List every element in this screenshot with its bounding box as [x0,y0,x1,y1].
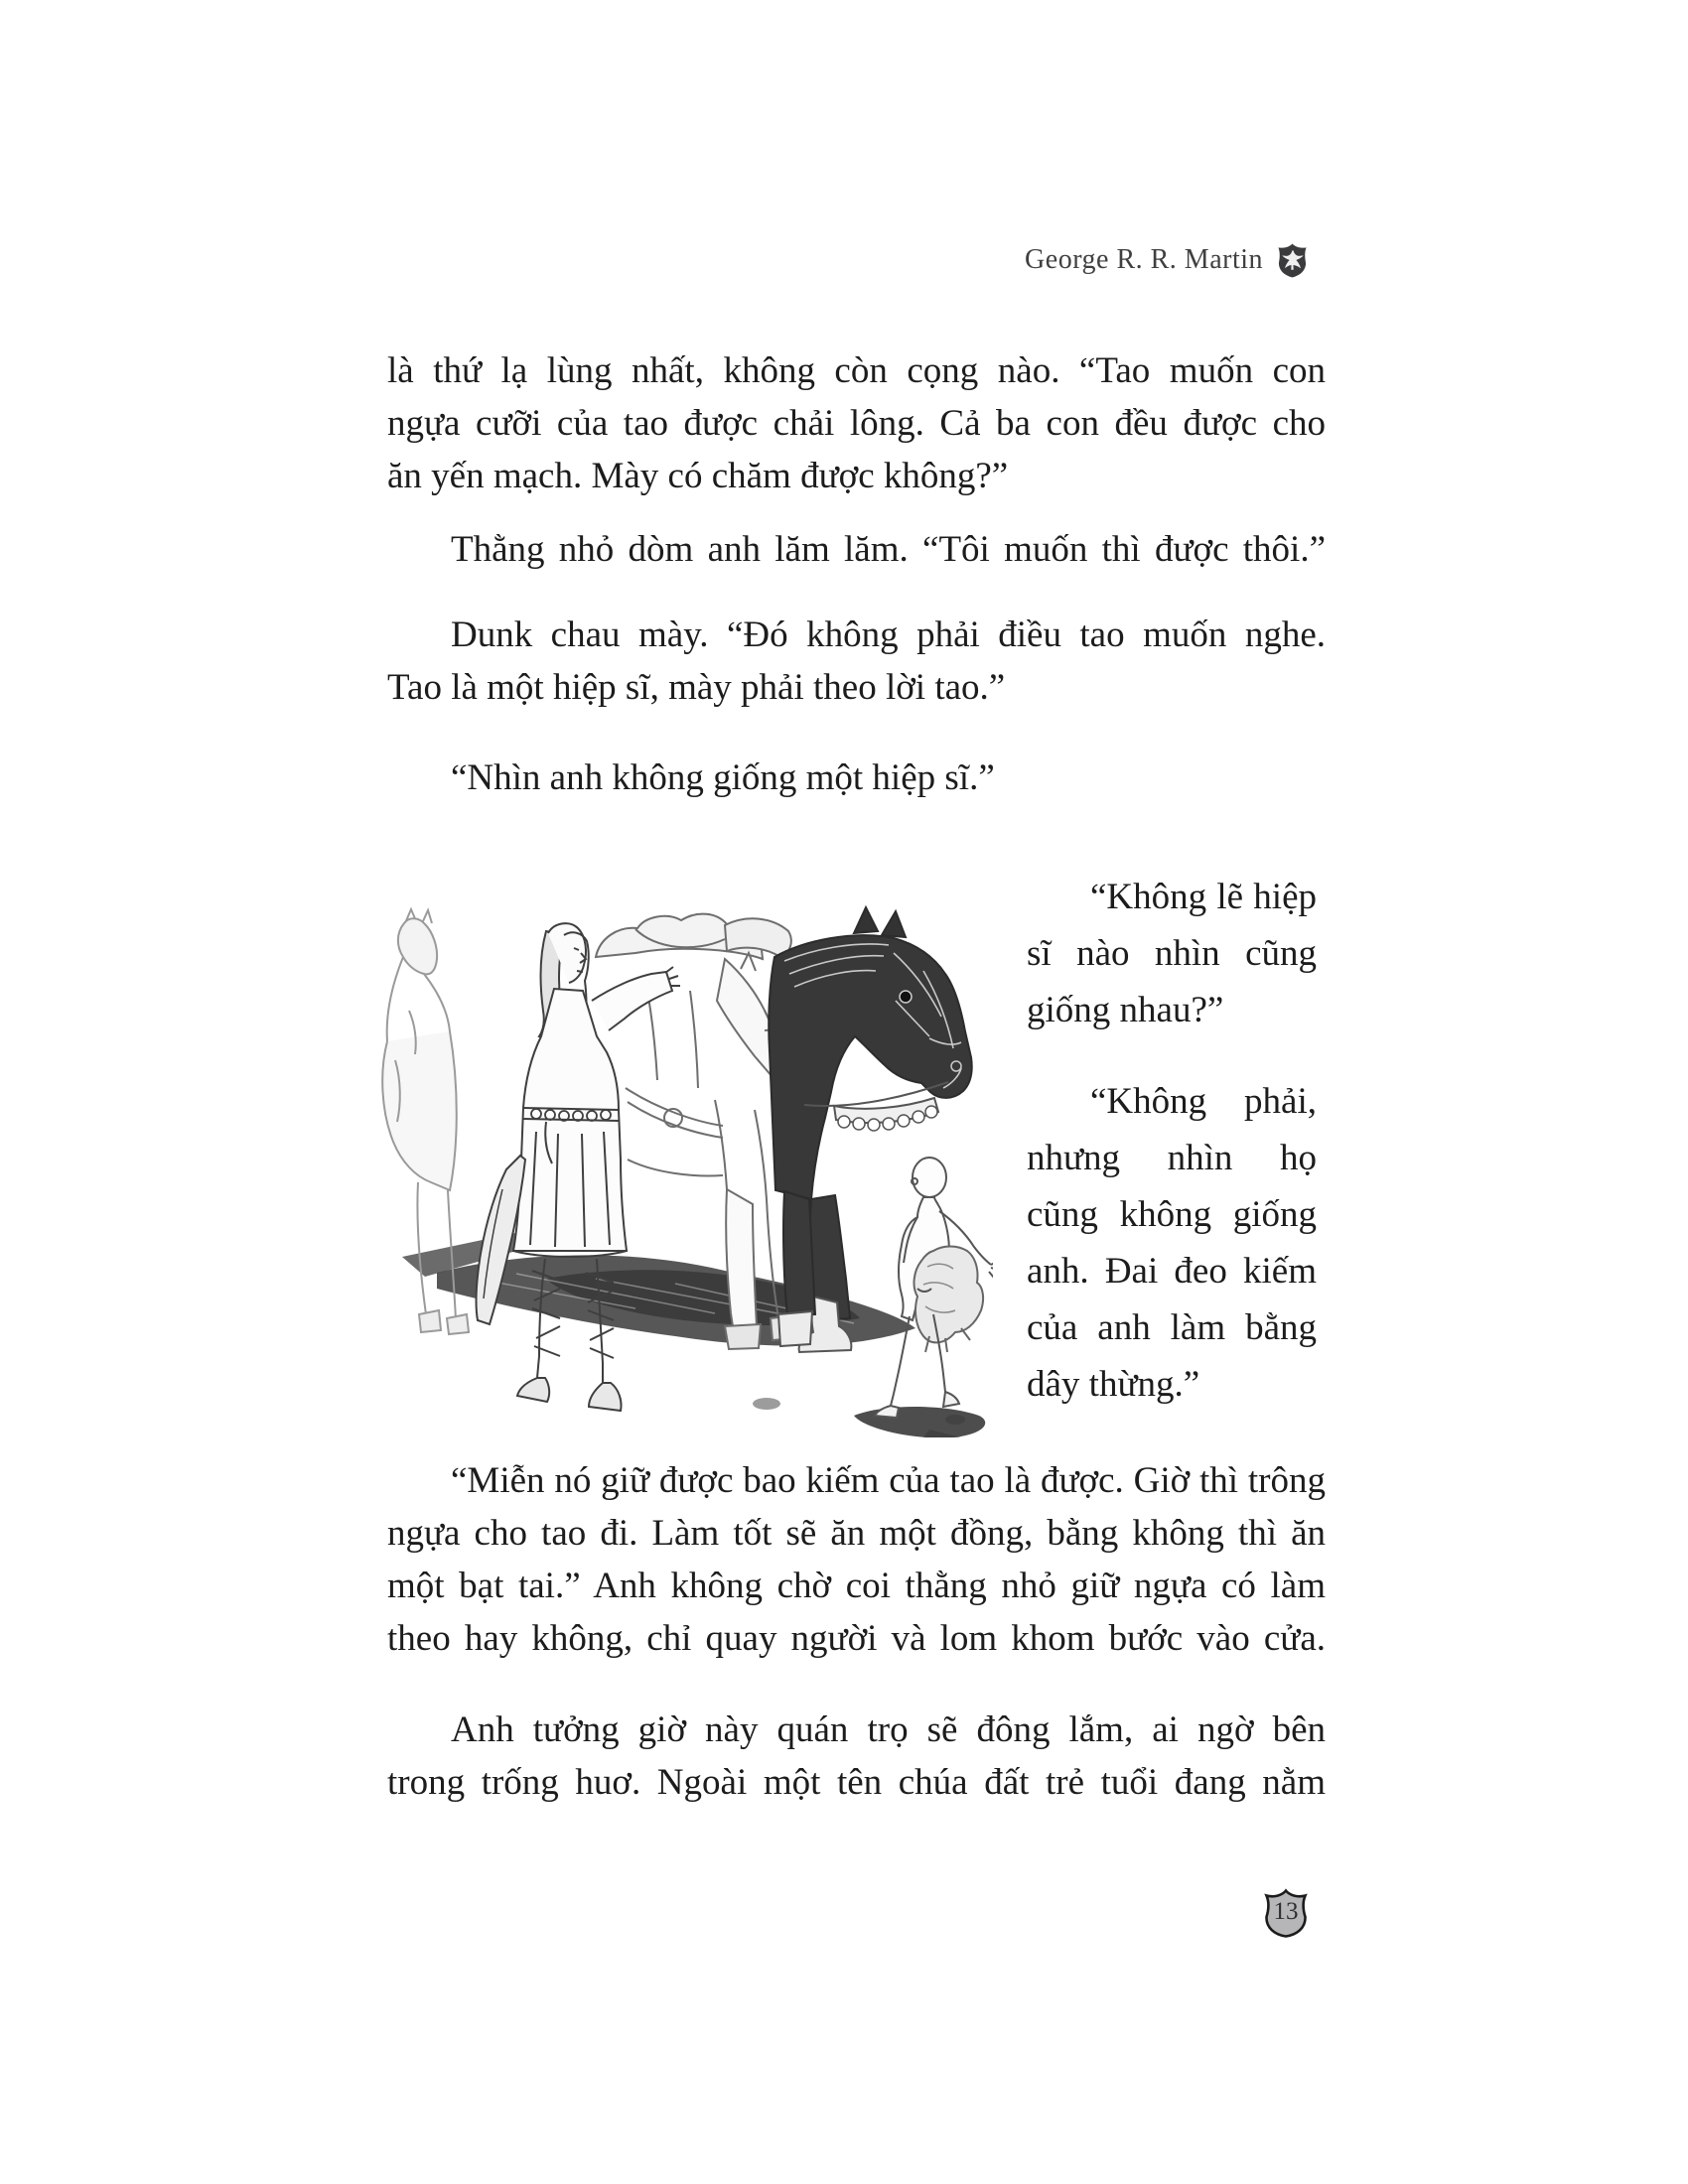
martin-shield-bird-icon [1276,241,1309,279]
paragraph-3 [387,609,1326,714]
paragraph-5 [387,1454,1326,1665]
text-line: theo hay không, chỉ quay người và lom khom bước vào cửa. [387,1618,1326,1659]
page-number: 13 [1273,1898,1299,1925]
wrap-paragraph-2 [1027,1073,1317,1413]
text-line: Thằng nhỏ dòm anh lăm lăm. “Tôi muốn thì được thôi.” [451,529,1326,570]
text-line: “Miễn nó giữ được bao kiếm của tao là được. Giờ thì trông [451,1460,1326,1501]
text-line: Tao là một hiệp sĩ, mày phải theo lời tao.” [387,667,1006,708]
text-line: “Nhìn anh không giống một hiệp sĩ.” [451,757,995,798]
paragraph-6 [387,1704,1326,1809]
text-line: ăn yến mạch. Mày có chăm được không?” [387,456,1009,496]
text-line: dây thừng.” [1027,1364,1200,1405]
paragraph-1 [387,344,1326,502]
knight-pack-horses-naked-boy-drawing [298,862,993,1437]
text-line: anh. Đai đeo kiếm [1027,1251,1317,1292]
illustration [298,862,993,1437]
text-line: là thứ lạ lùng nhất, không còn cọng nào. “Tao muốn con [387,350,1326,391]
text-line: “Không phải, [1090,1081,1317,1122]
running-header [1025,241,1309,279]
naked-boy [875,1158,993,1418]
text-line: một bạt tai.” Anh không chờ coi thằng nhỏ giữ ngựa có làm [387,1566,1326,1606]
text-line: giống nhau?” [1027,990,1224,1030]
page-number-shield [1262,1887,1310,1939]
text-line: ngựa cưỡi của tao được chải lông. Cả ba con đều được cho [387,403,1326,444]
text-line: cũng không giống [1027,1194,1317,1235]
text-line: nhưng nhìn họ [1027,1138,1317,1178]
author-name: George R. R. Martin [1025,244,1263,275]
text-line: trong trống huơ. Ngoài một tên chúa đất trẻ tuổi đang nằm [387,1762,1326,1803]
paragraph-4 [387,751,1326,804]
paragraph-2 [387,523,1326,576]
text-line: Anh tưởng giờ này quán trọ sẽ đông lắm, ai ngờ bên [451,1709,1326,1750]
text-line: Dunk chau mày. “Đó không phải điều tao muốn nghe. [451,614,1326,655]
wrap-paragraph-1 [1027,869,1317,1038]
text-line: của anh làm bằng [1027,1307,1317,1348]
text-line: “Không lẽ hiệp [1090,877,1317,917]
text-line: ngựa cho tao đi. Làm tốt sẽ ăn một đồng, bằng không thì ăn [387,1513,1326,1554]
text-line: sĩ nào nhìn cũng [1027,933,1317,974]
